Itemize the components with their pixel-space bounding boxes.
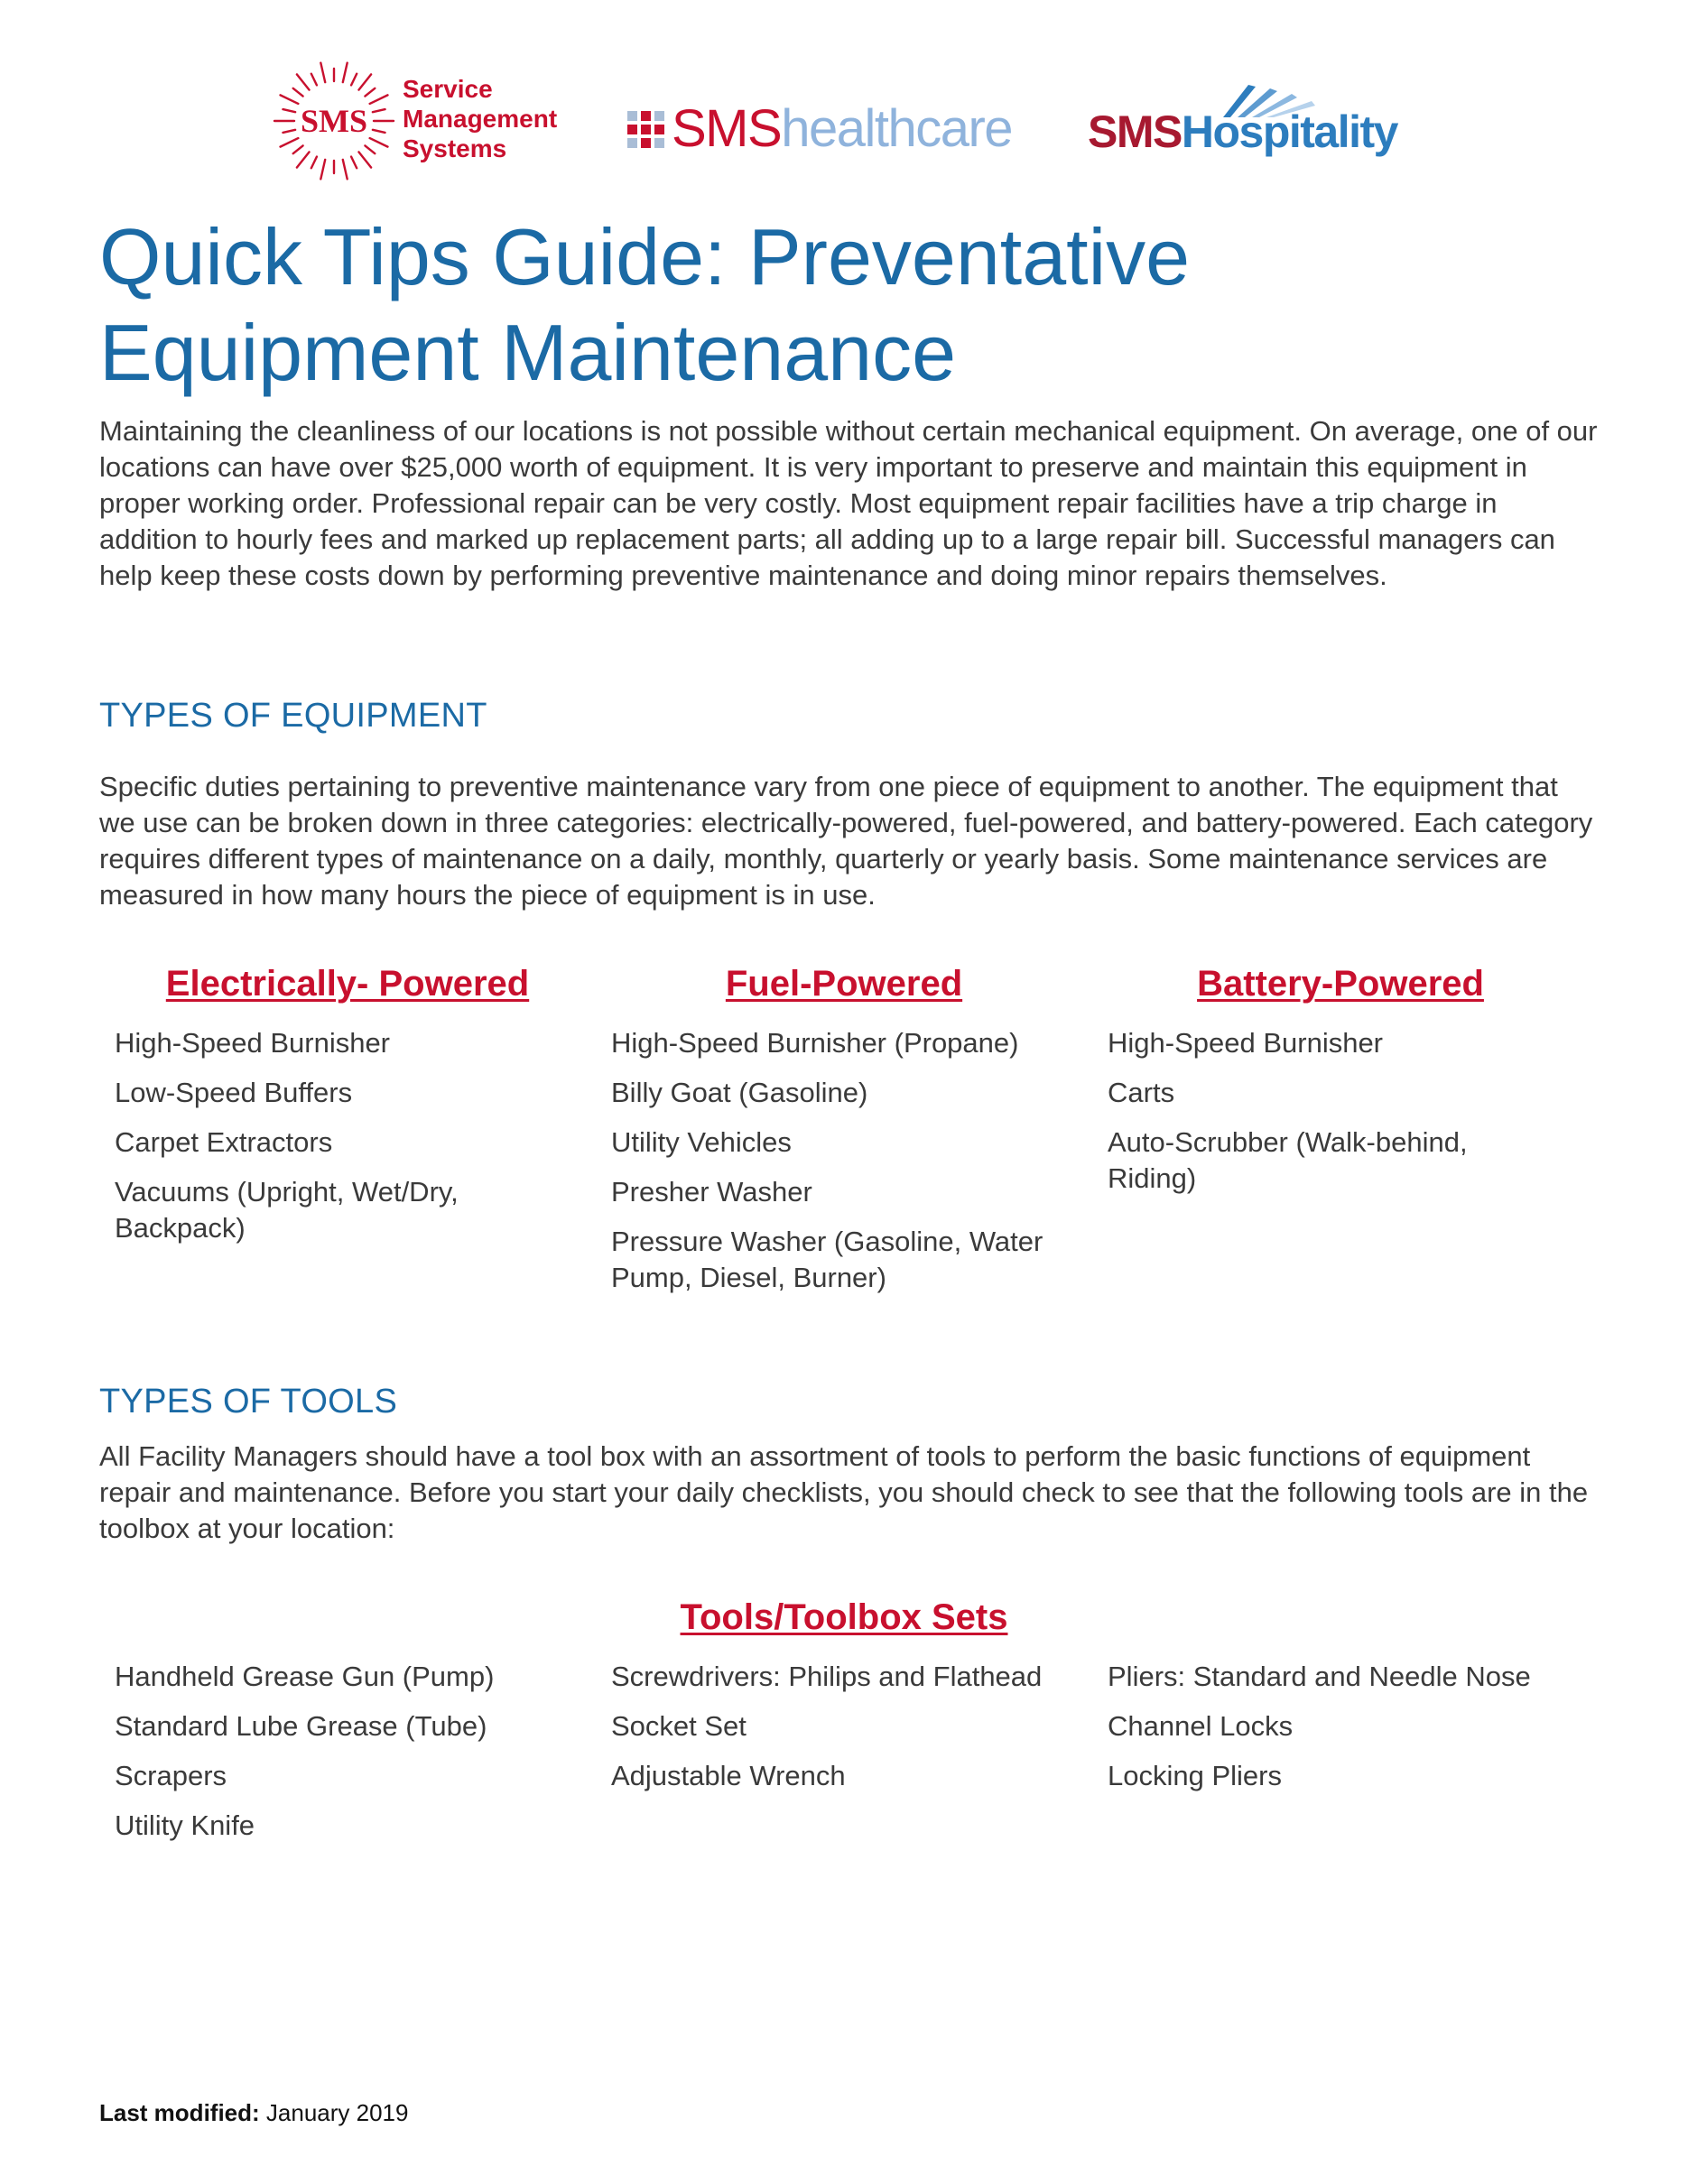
electric-equipment-list (115, 1025, 566, 1260)
hospitality-prefix: SMS (1088, 106, 1182, 157)
list-item: Carpet Extractors (115, 1126, 333, 1158)
list-item: High-Speed Burnisher (115, 1027, 391, 1059)
list-item: Billy Goat (Gasoline) (611, 1077, 868, 1108)
fuel-equipment-list (611, 1025, 1081, 1309)
list-item: Screwdrivers: Philips and Flathead (611, 1661, 1043, 1692)
list-item: Adjustable Wrench (611, 1760, 846, 1791)
healthcare-prefix: SMS (672, 99, 782, 158)
list-item: Utility Knife (115, 1809, 255, 1841)
tools-list-3 (1108, 1659, 1595, 1808)
intro-paragraph: Maintaining the cleanliness of our locations is not possible without certain mechanical equipment. On average, one of our locations can have over $25,000 worth of equipment. It is very important to preserve and maintain this equipment in proper working order. Professional repair can be very costly. Most equipment repair facilities have a trip charge in addition to hourly fees and marked up replacement parts; all adding up to a large repair bill. Successful managers can help keep these costs down by performing preventive maintenance and doing minor repairs themselves. (99, 415, 1598, 591)
battery-equipment-list (1108, 1025, 1559, 1210)
list-item: Standard Lube Grease (Tube) (115, 1710, 487, 1742)
equipment-description: Specific duties pertaining to preventive maintenance vary from one piece of equipment to another. The equipment that we use can be broken down in three categories: electrically-powered, fuel-powered, and battery-powered. Each category requires different types of maintenance on a daily, monthly, quarterly or yearly basis. Some maintenance services are measured in how many hours the piece of equipment is in use. (99, 771, 1593, 911)
list-item: Carts (1108, 1077, 1175, 1108)
list-item: Auto-Scrubber (Walk-behind, Riding) (1108, 1126, 1468, 1194)
hospitality-word: Hospitality (1181, 106, 1397, 157)
sms-logo (271, 58, 587, 184)
sms-hospitality-logo (1088, 83, 1413, 164)
sms-sunburst-icon (271, 58, 397, 184)
list-item: High-Speed Burnisher (1108, 1027, 1384, 1059)
list-item: Pliers: Standard and Needle Nose (1108, 1661, 1531, 1692)
sms-mark: SMS (300, 103, 368, 139)
list-item: Utility Vehicles (611, 1126, 792, 1158)
tools-section-heading: TYPES OF TOOLS (99, 1383, 398, 1421)
battery-column-heading: Battery-Powered (1197, 964, 1484, 1004)
tools-list-2 (611, 1659, 1099, 1808)
electric-column-heading: Electrically- Powered (165, 964, 530, 1004)
list-item: Channel Locks (1108, 1710, 1294, 1742)
toolbox-heading: Tools/Toolbox Sets (680, 1597, 1008, 1637)
last-modified-label: Last modified: (99, 2099, 260, 2126)
list-item: Handheld Grease Gun (Pump) (115, 1661, 495, 1692)
healthcare-grid-icon (627, 111, 664, 148)
equipment-section-heading: TYPES OF EQUIPMENT (99, 697, 487, 735)
tools-list-1 (115, 1659, 584, 1857)
list-item: Presher Washer (611, 1176, 812, 1208)
last-modified-date: January 2019 (265, 2099, 409, 2126)
list-item: Vacuums (Upright, Wet/Dry, Backpack) (115, 1176, 459, 1244)
last-modified (99, 2098, 408, 2127)
sms-company-name: Service Management Systems (403, 75, 558, 162)
fuel-column-heading: Fuel-Powered (725, 964, 963, 1004)
list-item: Scrapers (115, 1760, 227, 1791)
page-title: Quick Tips Guide: Preventative Equipment Maintenance (99, 212, 1191, 397)
tools-description: All Facility Managers should have a tool box with an assortment of tools to perform the basic functions of equipment repair and maintenance. Before you start your daily checklists, you should check to see that the following tools are in the toolbox at your location: (99, 1440, 1589, 1544)
list-item: Low-Speed Buffers (115, 1077, 353, 1108)
list-item: High-Speed Burnisher (Propane) (611, 1027, 1019, 1059)
healthcare-word: healthcare (781, 99, 1013, 158)
sms-healthcare-logo (627, 97, 1012, 161)
list-item: Pressure Washer (Gasoline, Water Pump, Diesel, Burner) (611, 1226, 1043, 1293)
list-item: Socket Set (611, 1710, 747, 1742)
list-item: Locking Pliers (1108, 1760, 1282, 1791)
